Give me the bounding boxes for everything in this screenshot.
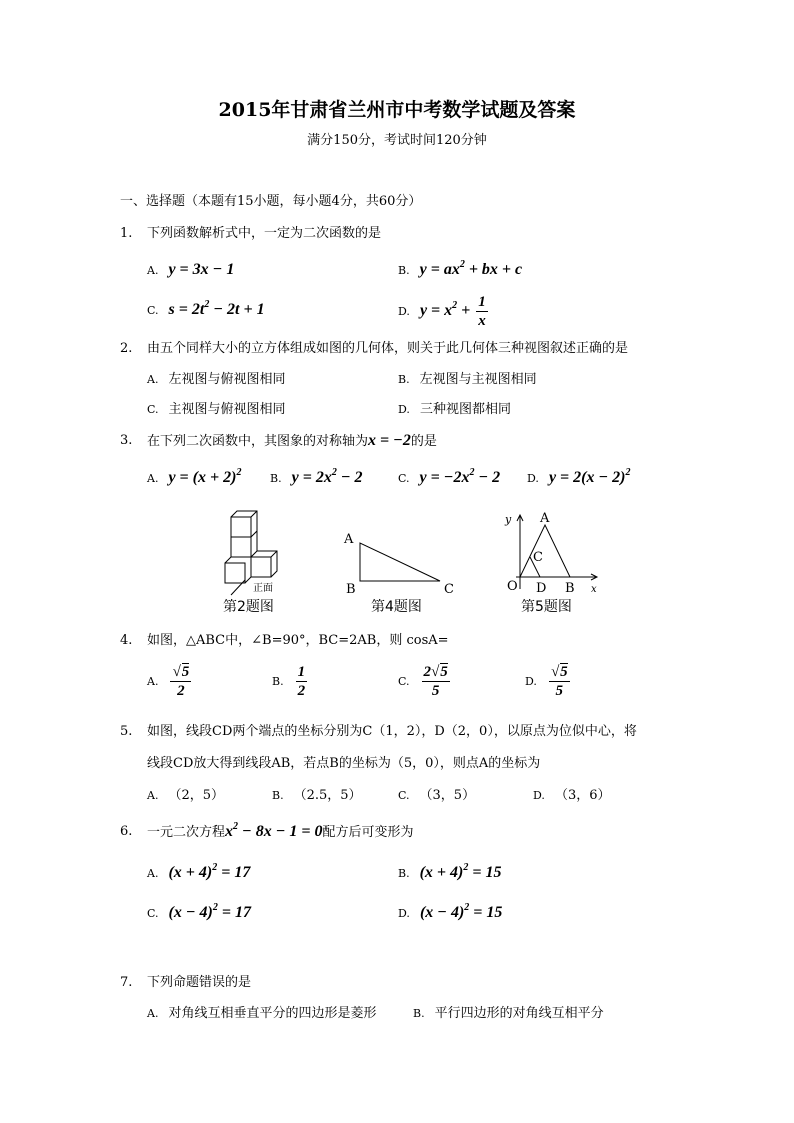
superscript: 2 [212, 862, 218, 873]
point-label: C [533, 550, 543, 565]
formula [420, 904, 502, 921]
point-label: B [565, 581, 575, 596]
option-label: D. [398, 907, 410, 920]
formula-text: y = (x + 2) [168, 469, 237, 486]
formula-text: y = 2(x − 2) [548, 469, 626, 486]
option [147, 468, 241, 489]
option-label: B. [272, 675, 284, 689]
denominator [556, 682, 564, 700]
superscript: 2 [204, 299, 210, 310]
option [147, 370, 285, 390]
text-part: 在下列二次函数中，其图象的对称轴为 [147, 434, 369, 449]
radicand: 5 [181, 664, 190, 680]
option [147, 903, 251, 924]
option-label: B. [413, 1007, 425, 1020]
option-label: D. [398, 305, 410, 319]
option [147, 863, 250, 884]
formula-text: = 17 [217, 864, 251, 881]
option [147, 1004, 376, 1024]
formula-text: − 8x − 1 = 0 [238, 823, 323, 840]
option-label: B. [398, 867, 410, 880]
sqrt-sign-icon: √ [550, 664, 560, 680]
option-label: C. [147, 907, 159, 920]
numerator [296, 663, 308, 682]
question-number: 2. [120, 341, 133, 356]
axis-label: y [505, 513, 512, 526]
fraction [549, 663, 570, 700]
question-text: 由五个同样大小的立方体组成如图的几何体，则关于此几何体三种视图叙述正确的是 [147, 341, 629, 356]
formula-text: 2 [297, 683, 306, 699]
option-label: A. [147, 264, 159, 277]
question-number: 5. [120, 724, 133, 739]
denominator [177, 682, 185, 700]
point-label: A [540, 511, 550, 526]
option [147, 786, 224, 806]
option-label: A. [147, 789, 159, 802]
formula-text: = 15 [468, 864, 502, 881]
option-text: 主视图与俯视图相同 [168, 402, 286, 417]
formula [419, 294, 490, 329]
numerator [170, 663, 191, 682]
formula-text: 1 [297, 664, 306, 680]
question-number: 1. [120, 226, 133, 241]
option-label: A. [147, 867, 159, 880]
formula-text: x [478, 313, 486, 329]
formula-text: − 2 [336, 469, 363, 486]
question-text [147, 822, 414, 843]
axis-label: x [591, 584, 597, 595]
option [398, 468, 500, 489]
formula-text: 5 [431, 683, 440, 699]
option [272, 786, 362, 806]
formula-text: = 17 [217, 904, 252, 921]
formula [294, 664, 310, 699]
superscript: 2 [625, 467, 631, 478]
denominator [432, 682, 440, 700]
option-label: C. [398, 675, 410, 689]
formula-text: (x + 4) [168, 864, 213, 881]
subtitle: 满分150分，考试时间120分钟 [307, 133, 487, 148]
question-text: 下列函数解析式中，一定为二次函数的是 [147, 226, 382, 241]
point-label: O [507, 579, 518, 594]
option [398, 400, 511, 420]
formula [368, 432, 411, 449]
option-text: （2.5，5） [293, 788, 362, 803]
fraction [296, 663, 308, 700]
option [398, 903, 502, 924]
formula-text: + [457, 302, 475, 320]
formula [225, 823, 323, 840]
text-part: 一元二次方程 [147, 825, 226, 840]
option-text: （3，5） [419, 788, 476, 803]
formula [292, 469, 363, 486]
superscript: 2 [463, 862, 469, 873]
option [398, 293, 490, 330]
formula-text: 2 [177, 683, 185, 699]
formula-text: (x − 4) [168, 904, 213, 921]
formula-text: y = 2x [291, 469, 332, 486]
front-label: 正面 [253, 583, 273, 594]
superscript: 2 [464, 902, 470, 913]
question-text-continued: 线段CD放大得到线段AB，若点B的坐标为（5，0），则点A的坐标为 [147, 756, 541, 771]
option-text: （3，6） [554, 788, 611, 803]
numerator [476, 293, 488, 312]
figure-caption: 第2题图 [223, 599, 274, 615]
sqrt-sign-icon: √ [431, 664, 440, 680]
superscript: 2 [236, 467, 242, 478]
option-label: D. [533, 789, 545, 802]
option-label: B. [270, 472, 282, 485]
option [527, 468, 631, 489]
denominator [298, 682, 306, 700]
formula-text: − 2t + 1 [209, 301, 265, 318]
option [398, 260, 522, 281]
option [413, 1004, 604, 1024]
numerator [549, 663, 570, 682]
formula-text: = 15 [469, 904, 503, 921]
option-label: A. [147, 1007, 159, 1020]
superscript: 2 [459, 259, 465, 270]
text-part: 的是 [410, 434, 437, 449]
formula-text: y = −2x [419, 469, 470, 486]
formula-text: y = 3x − 1 [168, 261, 235, 278]
question-number: 7. [120, 975, 133, 990]
option-label: D. [527, 472, 539, 485]
formula [169, 904, 251, 921]
option [270, 468, 363, 489]
option [398, 370, 537, 390]
vertex-label: A [344, 532, 354, 547]
formula-text: 5 [555, 683, 564, 699]
fraction [422, 663, 450, 700]
question-number: 4. [120, 633, 133, 648]
option [398, 663, 452, 700]
question-text [147, 431, 437, 452]
option-label: B. [398, 373, 410, 386]
option-label: C. [398, 789, 410, 802]
option-text: 三种视图都相同 [419, 402, 511, 417]
option-label: A. [147, 675, 159, 689]
option-label: C. [147, 304, 159, 317]
formula [420, 864, 502, 881]
sqrt-sign-icon: √ [172, 664, 181, 680]
point-label: D [536, 581, 547, 596]
formula [420, 664, 452, 699]
fraction [476, 293, 488, 330]
radicand: 5 [440, 664, 448, 680]
formula-text: y = ax [419, 261, 460, 278]
option [147, 260, 234, 281]
formula [168, 664, 193, 699]
vertex-label: C [444, 582, 454, 597]
question-text: 如图，线段CD两个端点的坐标分别为C（1，2），D（2，0），以原点为位似中心，将 [147, 724, 637, 739]
option-label: C. [147, 403, 159, 416]
formula-text: − 2 [474, 469, 501, 486]
option [398, 863, 502, 884]
superscript: 2 [212, 902, 218, 913]
formula-text: y = x [419, 302, 453, 320]
figure-5-coordinates [500, 505, 610, 615]
superscript: 2 [331, 467, 337, 478]
formula [420, 469, 501, 486]
radical [551, 664, 568, 680]
figure-caption: 第4题图 [371, 599, 422, 615]
superscript: 2 [452, 300, 458, 312]
question-number: 3. [120, 433, 133, 448]
radicand: 5 [560, 664, 568, 680]
denominator [478, 312, 486, 330]
question-text: 如图，△ABC中，∠B=90°，BC=2AB，则 cosA= [147, 633, 449, 648]
option-label: C. [398, 472, 410, 485]
option [147, 300, 265, 321]
option-label: D. [525, 675, 537, 689]
option [533, 786, 610, 806]
option-label: B. [398, 264, 410, 277]
formula [547, 664, 572, 699]
fraction [170, 663, 191, 700]
option-label: A. [147, 472, 159, 485]
superscript: 2 [233, 821, 239, 832]
text-part: 配方后可变形为 [322, 825, 414, 840]
radical [424, 664, 448, 680]
option [147, 400, 286, 420]
option-text: 左视图与主视图相同 [419, 372, 537, 387]
formula [168, 469, 241, 486]
question-number: 6. [120, 824, 133, 839]
formula [168, 261, 234, 278]
formula-text: s = 2t [168, 301, 205, 318]
coefficient: 2 [423, 664, 432, 680]
numerator [422, 663, 450, 682]
formula-text: (x − 4) [419, 904, 465, 921]
option [147, 663, 193, 700]
superscript: 2 [469, 467, 475, 478]
question-text: 下列命题错误的是 [147, 975, 252, 990]
formula [168, 864, 250, 881]
option [398, 786, 475, 806]
radical [172, 664, 189, 680]
option-label: B. [272, 789, 284, 802]
option-text: 平行四边形的对角线互相平分 [434, 1006, 604, 1021]
vertex-label: B [346, 582, 356, 597]
figure-caption: 第5题图 [521, 599, 572, 615]
option-text: 对角线互相垂直平分的四边形是菱形 [168, 1006, 377, 1021]
figure-4-triangle [340, 525, 470, 615]
formula-text: x = −2 [368, 432, 411, 449]
page-title: 2015年甘肃省兰州市中考数学试题及答案 [218, 99, 576, 121]
option [272, 663, 309, 700]
formula-text: (x + 4) [419, 864, 464, 881]
option-label: A. [147, 373, 159, 386]
option-text: （2，5） [168, 788, 224, 803]
option-text: 左视图与俯视图相同 [168, 372, 286, 387]
formula [169, 301, 265, 318]
option-label: D. [398, 403, 410, 416]
figure-2-cubes [205, 505, 295, 615]
section-heading: 一、选择题（本题有15小题，每小题4分，共60分） [120, 194, 422, 209]
formula [420, 261, 523, 278]
formula-text: + bx + c [464, 261, 523, 278]
option [525, 663, 572, 700]
formula-text: x [225, 823, 234, 840]
formula-text: 1 [478, 294, 486, 310]
formula [549, 469, 631, 486]
